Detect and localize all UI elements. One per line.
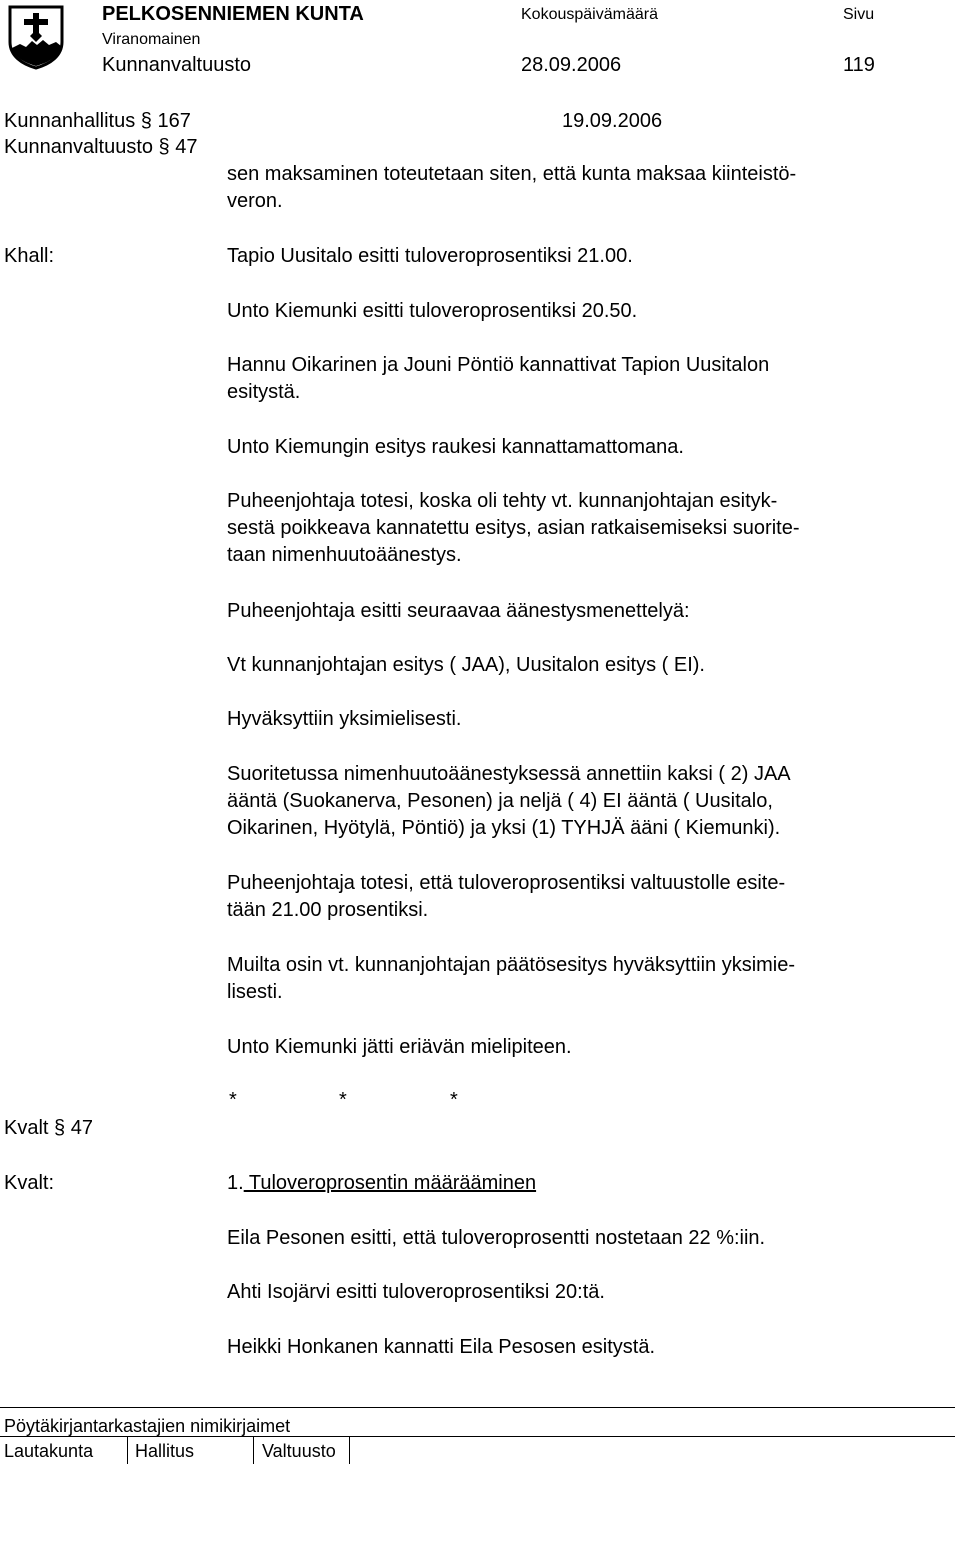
municipal-coat-of-arms-icon bbox=[6, 4, 66, 70]
section-title: Tuloveroprosentin määrääminen bbox=[243, 1172, 537, 1194]
paragraph bbox=[227, 598, 907, 625]
authority-value: Kunnanvaltuusto bbox=[102, 54, 252, 76]
text-line: Tapio Uusitalo esitti tuloveroprosentiksi 21.00. bbox=[227, 245, 633, 267]
text-line: sestä poikkeava kannatettu esitys, asian ratkaisemiseksi suorite- bbox=[227, 517, 800, 539]
text-line: veron. bbox=[227, 190, 283, 212]
reference-valtuusto: Kunnanvaltuusto § 47 bbox=[4, 136, 198, 158]
paragraph bbox=[227, 243, 907, 270]
footer-title: Pöytäkirjantarkastajien nimikirjaimet bbox=[4, 1416, 291, 1436]
reference-hallitus-date: 19.09.2006 bbox=[562, 110, 663, 132]
meeting-date-value: 28.09.2006 bbox=[521, 54, 622, 76]
footer-rule-top bbox=[0, 1407, 955, 1408]
text-line: Vt kunnanjohtajan esitys ( JAA), Uusitalon esitys ( EI). bbox=[227, 654, 705, 676]
kvalt-paragraph: Ahti Isojärvi esitti tuloveroprosentiksi 20:tä. bbox=[227, 1281, 605, 1303]
intro-paragraph bbox=[227, 161, 907, 215]
kvalt-reference: Kvalt § 47 bbox=[4, 1117, 93, 1139]
text-line: Suoritetussa nimenhuutoäänestyksessä annettiin kaksi ( 2) JAA bbox=[227, 763, 791, 785]
text-line: Unto Kiemungin esitys raukesi kannattamattomana. bbox=[227, 436, 684, 458]
text-line: Unto Kiemunki jätti eriävän mielipiteen. bbox=[227, 1036, 572, 1058]
paragraph bbox=[227, 488, 907, 569]
text-line: lisesti. bbox=[227, 981, 283, 1003]
kvalt-paragraph: Eila Pesonen esitti, että tuloveroprosentti nostetaan 22 %:iin. bbox=[227, 1227, 766, 1249]
separator-star: * bbox=[450, 1089, 458, 1111]
text-line: Puheenjohtaja totesi, että tuloveroprosentiksi valtuustolle esite- bbox=[227, 872, 786, 894]
paragraph bbox=[227, 952, 907, 1006]
text-line: sen maksaminen toteutetaan siten, että kunta maksaa kiinteistö- bbox=[227, 163, 797, 185]
municipality-name: PELKOSENNIEMEN KUNTA bbox=[102, 3, 364, 25]
separator-star: * bbox=[229, 1089, 237, 1111]
paragraph bbox=[227, 652, 907, 679]
text-line: Puheenjohtaja esitti seuraavaa äänestysmenettelyä: bbox=[227, 600, 690, 622]
footer-column-lautakunta: Lautakunta bbox=[4, 1441, 94, 1461]
text-line: tään 21.00 prosentiksi. bbox=[227, 899, 429, 921]
text-line: taan nimenhuutoäänestys. bbox=[227, 544, 462, 566]
footer-column-divider bbox=[349, 1436, 350, 1464]
footer-column-divider bbox=[127, 1436, 128, 1464]
text-line: Hyväksyttiin yksimielisesti. bbox=[227, 708, 462, 730]
section-heading bbox=[227, 1171, 536, 1195]
section-number: 1. bbox=[227, 1172, 244, 1194]
text-line: esitystä. bbox=[227, 381, 301, 403]
text-line: Puheenjohtaja totesi, koska oli tehty vt. kunnanjohtajan esityk- bbox=[227, 490, 778, 512]
page-number-label: Sivu bbox=[843, 6, 875, 23]
footer-column-hallitus: Hallitus bbox=[135, 1441, 195, 1461]
page-number-value: 119 bbox=[843, 54, 875, 76]
kvalt-paragraph: Heikki Honkanen kannatti Eila Pesosen esitystä. bbox=[227, 1336, 656, 1358]
authority-label: Viranomainen bbox=[102, 31, 201, 48]
meeting-date-label: Kokouspäivämäärä bbox=[521, 6, 658, 23]
paragraph bbox=[227, 1034, 907, 1061]
reference-hallitus: Kunnanhallitus § 167 bbox=[4, 110, 191, 132]
footer-column-divider bbox=[253, 1436, 254, 1464]
text-line: Hannu Oikarinen ja Jouni Pöntiö kannattivat Tapion Uusitalon bbox=[227, 354, 770, 376]
footer-column-valtuusto: Valtuusto bbox=[262, 1441, 336, 1461]
paragraph bbox=[227, 352, 907, 406]
text-line: ääntä (Suokanerva, Pesonen) ja neljä ( 4) EI ääntä ( Uusitalo, bbox=[227, 790, 773, 812]
text-line: Oikarinen, Hyötylä, Pöntiö) ja yksi (1) TYHJÄ ääni ( Kiemunki). bbox=[227, 817, 781, 839]
separator-star: * bbox=[339, 1089, 347, 1111]
text-line: Muilta osin vt. kunnanjohtajan päätösesitys hyväksyttiin yksimie- bbox=[227, 954, 796, 976]
khall-label: Khall: bbox=[4, 245, 55, 267]
paragraph bbox=[227, 434, 907, 461]
paragraph bbox=[227, 761, 907, 842]
kvalt-label: Kvalt: bbox=[4, 1172, 55, 1194]
paragraph bbox=[227, 870, 907, 924]
paragraph bbox=[227, 706, 907, 733]
paragraph bbox=[227, 298, 907, 325]
footer-rule-middle bbox=[0, 1436, 955, 1437]
text-line: Unto Kiemunki esitti tuloveroprosentiksi 20.50. bbox=[227, 300, 638, 322]
